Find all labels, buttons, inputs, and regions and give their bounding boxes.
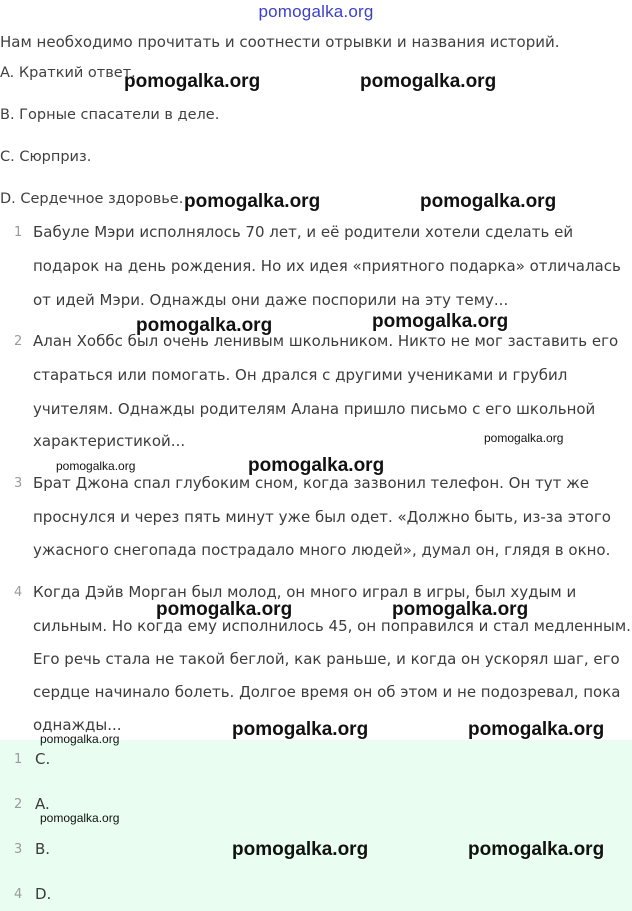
passage-line: сильным. Но когда ему исполнилось 45, он поправился и стал медленным. — [33, 617, 631, 635]
heading-b: B. Горные спасатели в деле. — [0, 107, 220, 123]
passage-line: однажды... — [33, 716, 122, 734]
passage-line: Его речь стала не такой беглой, как раньше, и когда он ускорял шаг, его — [33, 650, 620, 668]
answers-panel — [0, 740, 632, 911]
watermark: pomogalka.org — [392, 599, 529, 620]
watermark: pomogalka.org — [232, 839, 369, 860]
watermark: pomogalka.org — [484, 431, 564, 445]
answer-value: A. — [35, 795, 50, 813]
answer-number: 2 — [14, 797, 23, 812]
passage-line: сердце начинало болеть. Долгое время он об этом и не подозревал, пока — [33, 683, 621, 701]
watermark: pomogalka.org — [124, 71, 261, 92]
instruction-text: Нам необходимо прочитать и соотнести отрывки и названия историй. — [0, 33, 560, 51]
watermark: pomogalka.org — [248, 455, 385, 476]
heading-d: D. Сердечное здоровье. — [0, 191, 184, 207]
watermark: pomogalka.org — [372, 311, 509, 332]
answer-number: 3 — [14, 842, 23, 857]
answer-number: 1 — [14, 752, 23, 767]
passage-number: 3 — [14, 476, 23, 491]
passage-line: стараться или помогать. Он дрался с другими учениками и грубил — [33, 366, 568, 384]
passage-line: ужасного снегопада пострадало много людей», думал он, глядя в окно. — [33, 541, 611, 559]
passage-line: от идей Мэри. Однажды они даже поспорили на эту тему... — [33, 291, 509, 309]
watermark: pomogalka.org — [184, 191, 321, 212]
heading-a: A. Краткий ответ. — [0, 65, 136, 81]
watermark: pomogalka.org — [360, 71, 497, 92]
watermark: pomogalka.org — [232, 719, 369, 740]
passage-line: Бабуле Мэри исполнялось 70 лет, и её родители хотели сделать ей — [33, 223, 574, 241]
passage-number: 1 — [14, 225, 23, 240]
watermark: pomogalka.org — [40, 811, 120, 825]
passage-line: проснулся и через пять минут уже был одет. «Должно быть, из-за этого — [33, 508, 611, 526]
answer-value: D. — [35, 885, 52, 903]
passage-line: Алан Хоббс был очень ленивым школьником. Никто не мог заставить его — [33, 332, 619, 350]
passage-line: характеристикой... — [33, 432, 186, 450]
passage-number: 2 — [14, 334, 23, 349]
watermark: pomogalka.org — [468, 719, 605, 740]
watermark: pomogalka.org — [468, 839, 605, 860]
heading-c: C. Сюрприз. — [0, 149, 92, 165]
watermark: pomogalka.org — [56, 459, 136, 473]
watermark: pomogalka.org — [156, 599, 293, 620]
watermark: pomogalka.org — [136, 315, 273, 336]
passage-number: 4 — [14, 585, 23, 600]
passage-line: подарок на день рождения. Но их идея «приятного подарка» отличалась — [33, 257, 621, 275]
passage-line: учителям. Однажды родителям Алана пришло письмо с его школьной — [33, 400, 596, 418]
passage-line: Брат Джона спал глубоким сном, когда зазвонил телефон. Он тут же — [33, 474, 589, 492]
watermark: pomogalka.org — [420, 191, 557, 212]
answer-number: 4 — [14, 887, 23, 902]
passage-line: Когда Дэйв Морган был молод, он много играл в игры, был худым и — [33, 583, 577, 601]
answer-value: C. — [35, 750, 51, 768]
answer-value: B. — [35, 840, 51, 858]
site-header[interactable]: pomogalka.org — [258, 2, 374, 21]
watermark: pomogalka.org — [40, 732, 120, 746]
